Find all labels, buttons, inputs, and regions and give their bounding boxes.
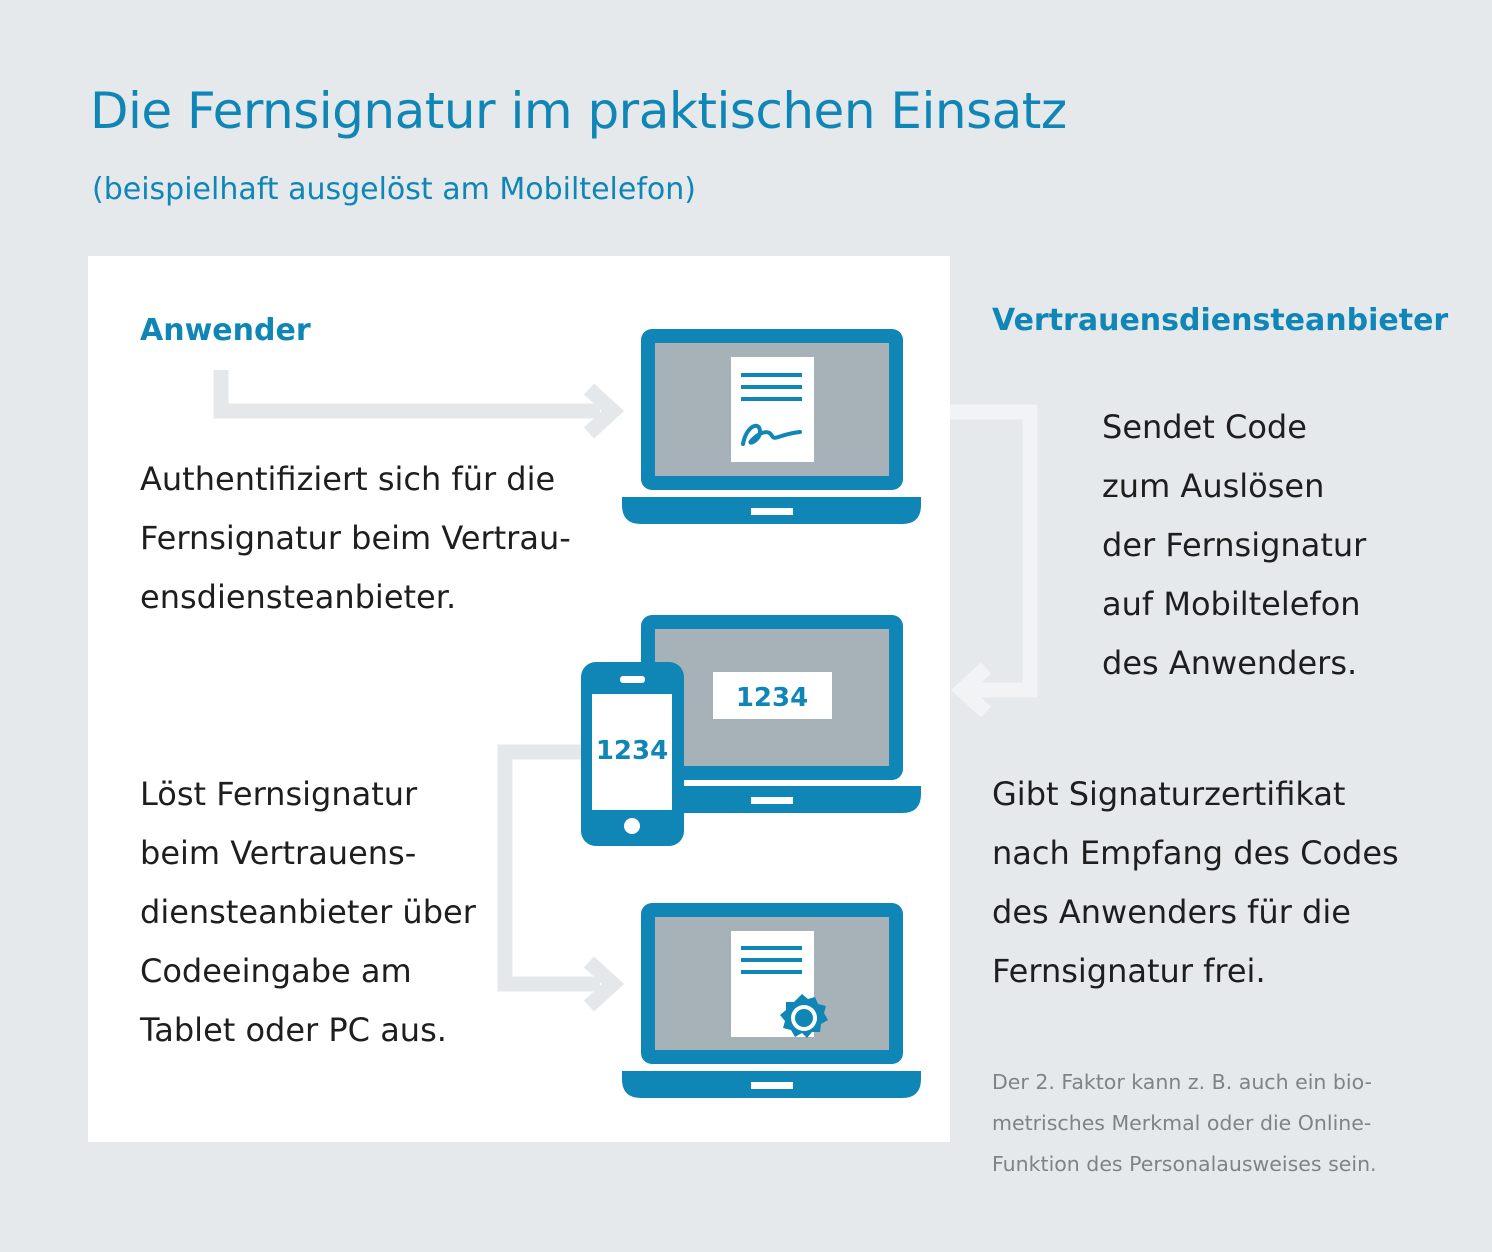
page-title: Die Fernsignatur im praktischen Einsatz: [90, 82, 1067, 140]
step-1-text: [140, 450, 571, 627]
step-4-line: Gibt Signaturzertifikat: [992, 775, 1346, 813]
page-subtitle: (beispielhaft ausgelöst am Mobiltelefon): [92, 172, 696, 207]
step-2-text: [1102, 398, 1366, 693]
step-3-line: Tablet oder PC aus.: [140, 1011, 447, 1049]
footnote-line: Funktion des Personalausweises sein.: [992, 1152, 1377, 1176]
laptop-signature-icon: [622, 329, 921, 524]
step-3-line: beim Vertrauens-: [140, 834, 417, 872]
step-1-line: Authentifiziert sich für die: [140, 460, 556, 498]
step-2-line: zum Auslösen: [1102, 467, 1325, 505]
step-2-line: der Fernsignatur: [1102, 526, 1367, 564]
step-3-line: Löst Fernsignatur: [140, 775, 418, 813]
laptop-certificate-icon: [622, 903, 921, 1098]
step-2-line: des Anwenders.: [1102, 644, 1358, 682]
step-4-line: des Anwenders für die: [992, 893, 1351, 931]
step-3-line: Codeeingabe am: [140, 952, 412, 990]
step-1-line: ensdiensteanbieter.: [140, 578, 457, 616]
mobile-phone-icon: [581, 662, 684, 846]
provider-heading: Vertrauensdiensteanbieter: [992, 303, 1449, 338]
step-4-line: nach Empfang des Codes: [992, 834, 1399, 872]
user-heading: Anwender: [140, 313, 311, 348]
step-1-line: Fernsignatur beim Vertrau-: [140, 519, 571, 557]
step-3-line: diensteanbieter über: [140, 893, 476, 931]
arrow-right-icon: [221, 370, 613, 433]
step-4-line: Fernsignatur frei.: [992, 952, 1266, 990]
phone-code-text: 1234: [595, 736, 669, 766]
step-3-text: [140, 765, 476, 1060]
step-2-line: Sendet Code: [1102, 408, 1307, 446]
step-4-text: [992, 765, 1399, 1001]
footnote-line: Der 2. Faktor kann z. B. auch ein bio-: [992, 1070, 1372, 1094]
arrow-left-icon: [950, 412, 1030, 712]
laptop-code-text: 1234: [735, 683, 809, 713]
footnote: [992, 1062, 1377, 1185]
footnote-line: metrisches Merkmal oder die Online-: [992, 1111, 1372, 1135]
step-2-line: auf Mobiltelefon: [1102, 585, 1361, 623]
